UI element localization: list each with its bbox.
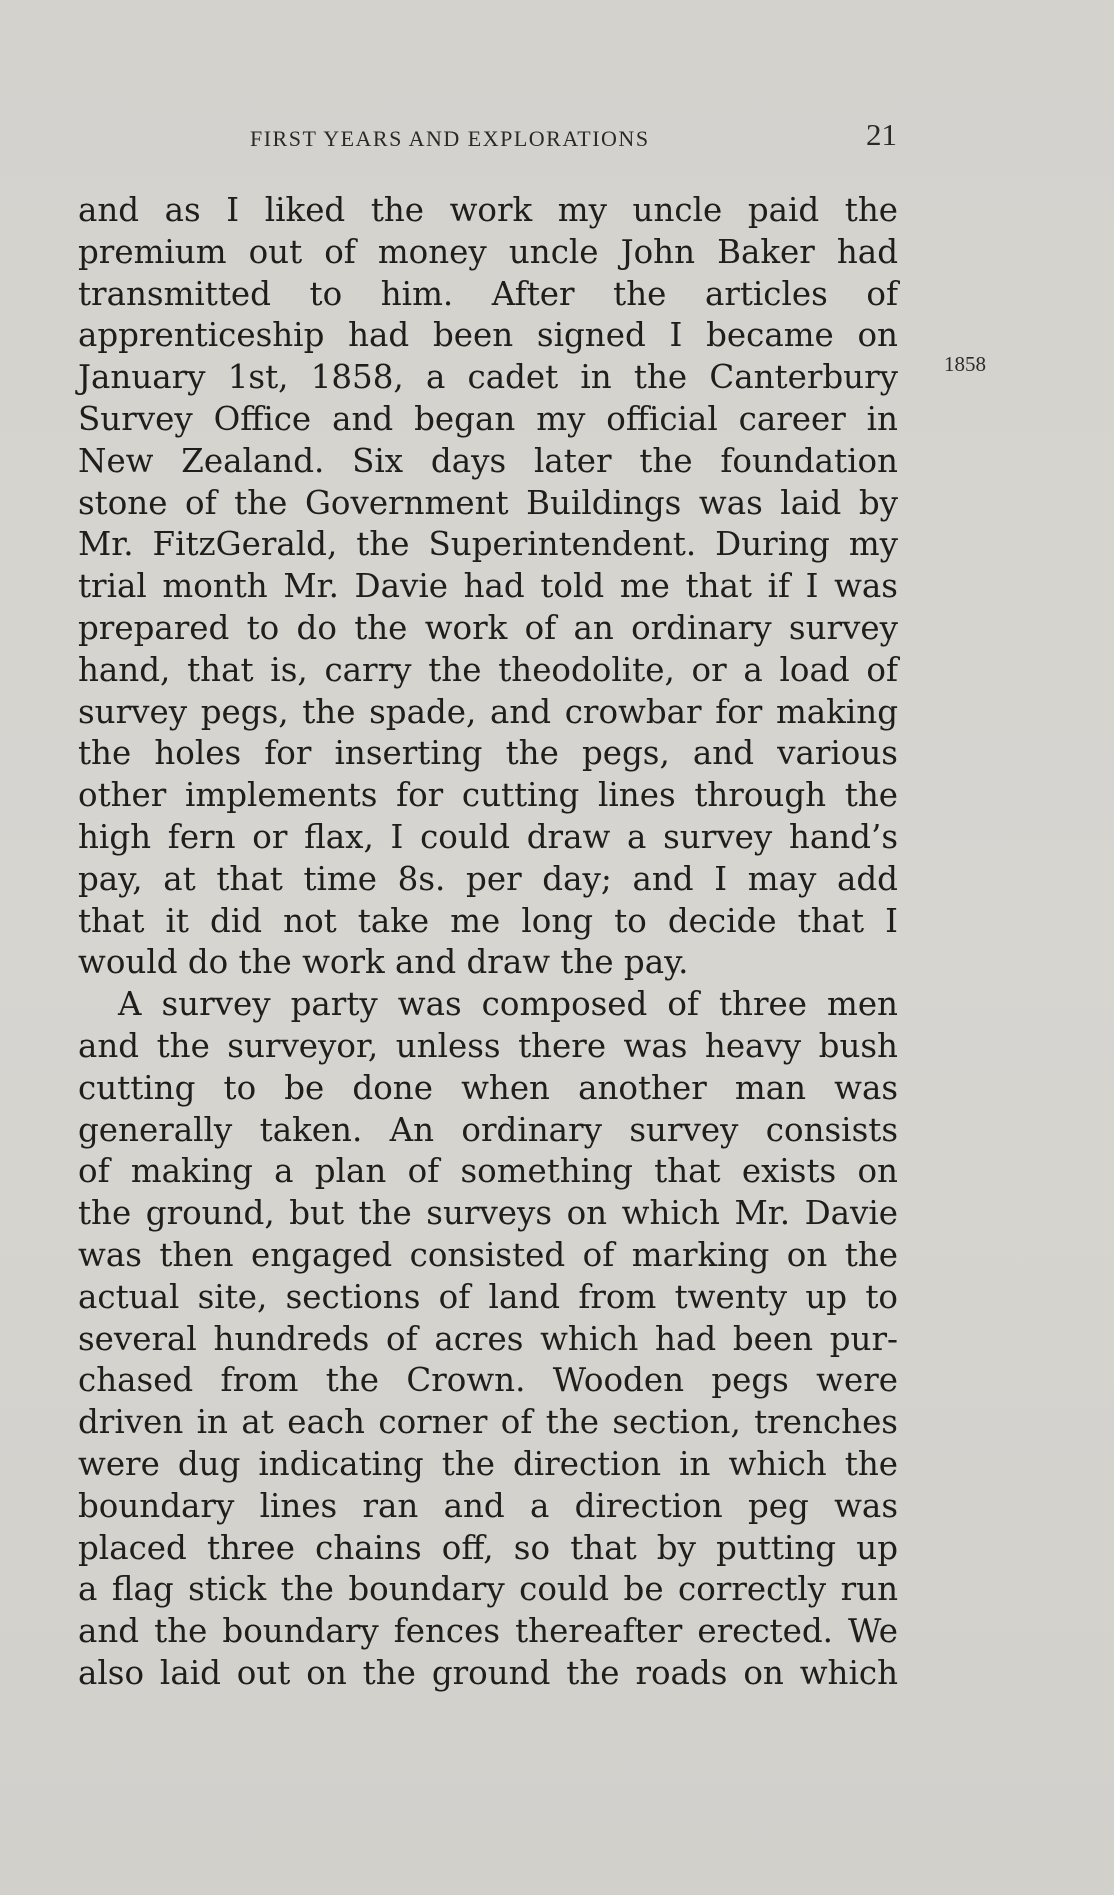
text-line: cutting to be done when another man was <box>78 1068 898 1107</box>
text-line: and the boundary fences thereafter erected. We <box>78 1612 898 1651</box>
text-line: actual site, sections of land from twenty up to <box>78 1277 898 1316</box>
running-head: FIRST YEARS AND EXPLORATIONS <box>250 126 650 151</box>
text-line: prepared to do the work of an ordinary survey <box>78 608 898 647</box>
text-line: was then engaged consisted of marking on the <box>78 1235 898 1274</box>
text-line: hand, that is, carry the theodolite, or a load of <box>78 650 898 689</box>
text-line: Mr. FitzGerald, the Superintendent. During my <box>78 525 898 564</box>
margin-note-year: 1858 <box>944 352 986 376</box>
text-line: were dug indicating the direction in which the <box>78 1444 898 1483</box>
text-line: chased from the Crown. Wooden pegs were <box>78 1361 898 1400</box>
body-text <box>78 190 898 1695</box>
text-line: other implements for cutting lines through the <box>78 776 898 815</box>
text-line: stone of the Government Buildings was laid by <box>78 483 898 522</box>
text-line: also laid out on the ground the roads on which <box>78 1653 898 1692</box>
text-line: trial month Mr. Davie had told me that if I was <box>78 567 898 606</box>
text-line: A survey party was composed of three men <box>118 985 898 1024</box>
text-line: and as I liked the work my uncle paid the <box>78 191 898 229</box>
text-line: a flag stick the boundary could be correctly run <box>78 1570 898 1609</box>
page-number: 21 <box>866 117 897 152</box>
text-line: placed three chains off, so that by putting up <box>78 1528 898 1567</box>
text-line: apprenticeship had been signed I became on <box>78 316 898 355</box>
text-line: the holes for inserting the pegs, and various <box>78 734 898 773</box>
text-line: of making a plan of something that exists on <box>78 1152 898 1191</box>
text-line: New Zealand. Six days later the foundation <box>78 441 898 480</box>
text-line: boundary lines ran and a direction peg was <box>78 1486 898 1525</box>
text-line: pay, at that time 8s. per day; and I may add <box>78 859 898 898</box>
text-line: transmitted to him. After the articles of <box>78 274 898 313</box>
text-line: survey pegs, the spade, and crowbar for making <box>78 692 898 731</box>
text-line: Survey Office and began my official career in <box>78 399 898 438</box>
text-line: driven in at each corner of the section, trenches <box>78 1403 898 1442</box>
text-line: high fern or flax, I could draw a survey hand’s <box>78 817 898 856</box>
text-line: and the surveyor, unless there was heavy bush <box>78 1026 898 1065</box>
text-line: that it did not take me long to decide that I <box>78 901 898 940</box>
text-line: premium out of money uncle John Baker had <box>78 232 898 271</box>
text-line: the ground, but the surveys on which Mr. Davie <box>78 1194 898 1233</box>
text-line: January 1st, 1858, a cadet in the Canterbury <box>78 358 898 397</box>
text-line: several hundreds of acres which had been pur- <box>78 1319 898 1358</box>
text-line: would do the work and draw the pay. <box>78 943 689 982</box>
text-line: generally taken. An ordinary survey consists <box>78 1110 898 1149</box>
